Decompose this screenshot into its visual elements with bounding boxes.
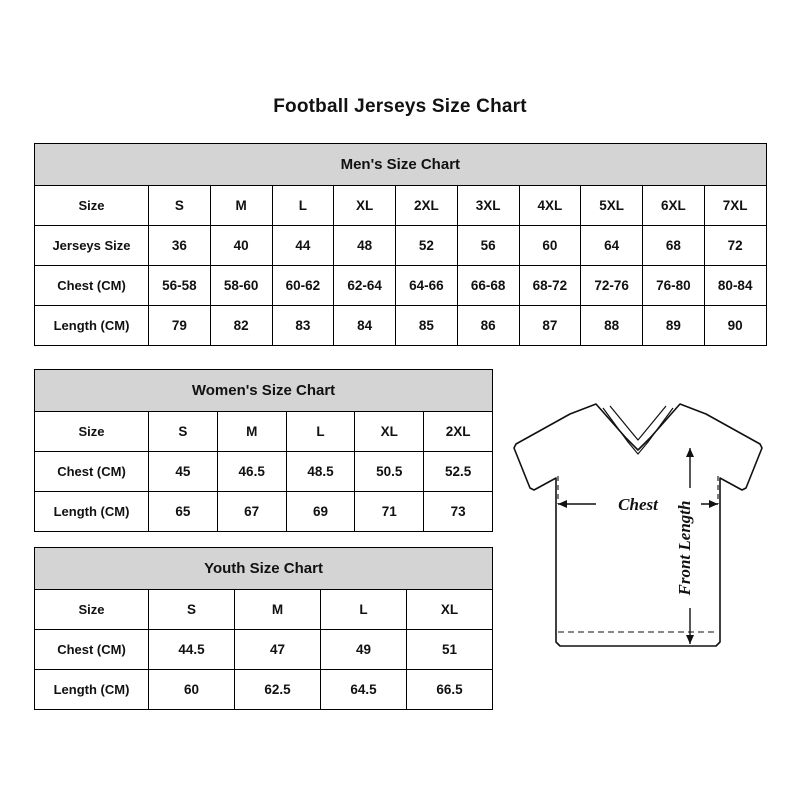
table-caption-row [35, 144, 767, 186]
womens-table-caption: Women's Size Chart [35, 370, 493, 412]
youth-size-chart [34, 547, 492, 710]
mens-cell: 60 [519, 226, 581, 266]
youth-row-label: Length (CM) [35, 670, 149, 710]
womens-row-label-header: Size [35, 412, 149, 452]
table-row [35, 306, 767, 346]
mens-size-header-cell: L [272, 186, 334, 226]
table-header-row [35, 186, 767, 226]
mens-cell: 52 [396, 226, 458, 266]
mens-size-chart [34, 143, 766, 346]
youth-cell: 51 [407, 630, 493, 670]
mens-row-label: Jerseys Size [35, 226, 149, 266]
youth-cell: 44.5 [149, 630, 235, 670]
mens-cell: 87 [519, 306, 581, 346]
mens-cell: 76-80 [643, 266, 705, 306]
mens-cell: 62-64 [334, 266, 396, 306]
womens-size-header-cell: L [286, 412, 355, 452]
table-row [35, 630, 493, 670]
womens-size-header-cell: 2XL [424, 412, 493, 452]
womens-size-chart [34, 369, 492, 532]
mens-table-caption: Men's Size Chart [35, 144, 767, 186]
mens-row-label-header: Size [35, 186, 149, 226]
front-length-measure-label: Front Length [675, 500, 694, 596]
mens-row-label: Chest (CM) [35, 266, 149, 306]
womens-row-label: Length (CM) [35, 492, 149, 532]
mens-cell: 88 [581, 306, 643, 346]
table-row [35, 492, 493, 532]
table-row [35, 670, 493, 710]
mens-cell: 89 [643, 306, 705, 346]
mens-cell: 83 [272, 306, 334, 346]
mens-cell: 84 [334, 306, 396, 346]
womens-cell: 48.5 [286, 452, 355, 492]
mens-cell: 40 [210, 226, 272, 266]
mens-size-table [34, 143, 767, 346]
youth-cell: 49 [321, 630, 407, 670]
womens-size-header-cell: XL [355, 412, 424, 452]
youth-cell: 47 [235, 630, 321, 670]
mens-size-header-cell: 3XL [457, 186, 519, 226]
youth-cell: 62.5 [235, 670, 321, 710]
mens-cell: 82 [210, 306, 272, 346]
mens-cell: 58-60 [210, 266, 272, 306]
mens-cell: 56 [457, 226, 519, 266]
womens-size-header-cell: S [149, 412, 218, 452]
youth-row-label: Chest (CM) [35, 630, 149, 670]
youth-row-label-header: Size [35, 590, 149, 630]
mens-cell: 68-72 [519, 266, 581, 306]
mens-cell: 72-76 [581, 266, 643, 306]
womens-size-table [34, 369, 493, 532]
mens-cell: 90 [704, 306, 766, 346]
mens-cell: 64 [581, 226, 643, 266]
mens-size-header-cell: XL [334, 186, 396, 226]
mens-cell: 56-58 [149, 266, 211, 306]
youth-size-header-cell: S [149, 590, 235, 630]
womens-cell: 52.5 [424, 452, 493, 492]
mens-size-header-cell: S [149, 186, 211, 226]
youth-cell: 64.5 [321, 670, 407, 710]
mens-size-header-cell: 4XL [519, 186, 581, 226]
table-caption-row [35, 548, 493, 590]
mens-cell: 85 [396, 306, 458, 346]
womens-row-label: Chest (CM) [35, 452, 149, 492]
womens-cell: 67 [217, 492, 286, 532]
mens-size-header-cell: 7XL [704, 186, 766, 226]
mens-cell: 44 [272, 226, 334, 266]
collar-lines-icon [603, 406, 673, 454]
womens-size-header-cell: M [217, 412, 286, 452]
youth-size-header-cell: M [235, 590, 321, 630]
womens-cell: 69 [286, 492, 355, 532]
mens-cell: 66-68 [457, 266, 519, 306]
womens-cell: 45 [149, 452, 218, 492]
table-header-row [35, 412, 493, 452]
mens-cell: 64-66 [396, 266, 458, 306]
mens-cell: 79 [149, 306, 211, 346]
mens-size-header-cell: 6XL [643, 186, 705, 226]
table-header-row [35, 590, 493, 630]
table-caption-row [35, 370, 493, 412]
table-row [35, 452, 493, 492]
table-row [35, 226, 767, 266]
womens-cell: 46.5 [217, 452, 286, 492]
mens-cell: 36 [149, 226, 211, 266]
table-row [35, 266, 767, 306]
mens-cell: 60-62 [272, 266, 334, 306]
jersey-measurement-diagram [500, 392, 776, 692]
youth-size-header-cell: L [321, 590, 407, 630]
mens-size-header-cell: 5XL [581, 186, 643, 226]
mens-size-header-cell: 2XL [396, 186, 458, 226]
youth-table-caption: Youth Size Chart [35, 548, 493, 590]
chest-measure-label: Chest [618, 495, 658, 514]
mens-cell: 86 [457, 306, 519, 346]
womens-cell: 71 [355, 492, 424, 532]
womens-cell: 50.5 [355, 452, 424, 492]
mens-row-label: Length (CM) [35, 306, 149, 346]
youth-cell: 66.5 [407, 670, 493, 710]
mens-cell: 72 [704, 226, 766, 266]
mens-cell: 68 [643, 226, 705, 266]
youth-size-header-cell: XL [407, 590, 493, 630]
mens-cell: 48 [334, 226, 396, 266]
youth-cell: 60 [149, 670, 235, 710]
youth-size-table [34, 547, 493, 710]
mens-cell: 80-84 [704, 266, 766, 306]
page-title: Football Jerseys Size Chart [273, 96, 527, 117]
womens-cell: 73 [424, 492, 493, 532]
mens-size-header-cell: M [210, 186, 272, 226]
womens-cell: 65 [149, 492, 218, 532]
